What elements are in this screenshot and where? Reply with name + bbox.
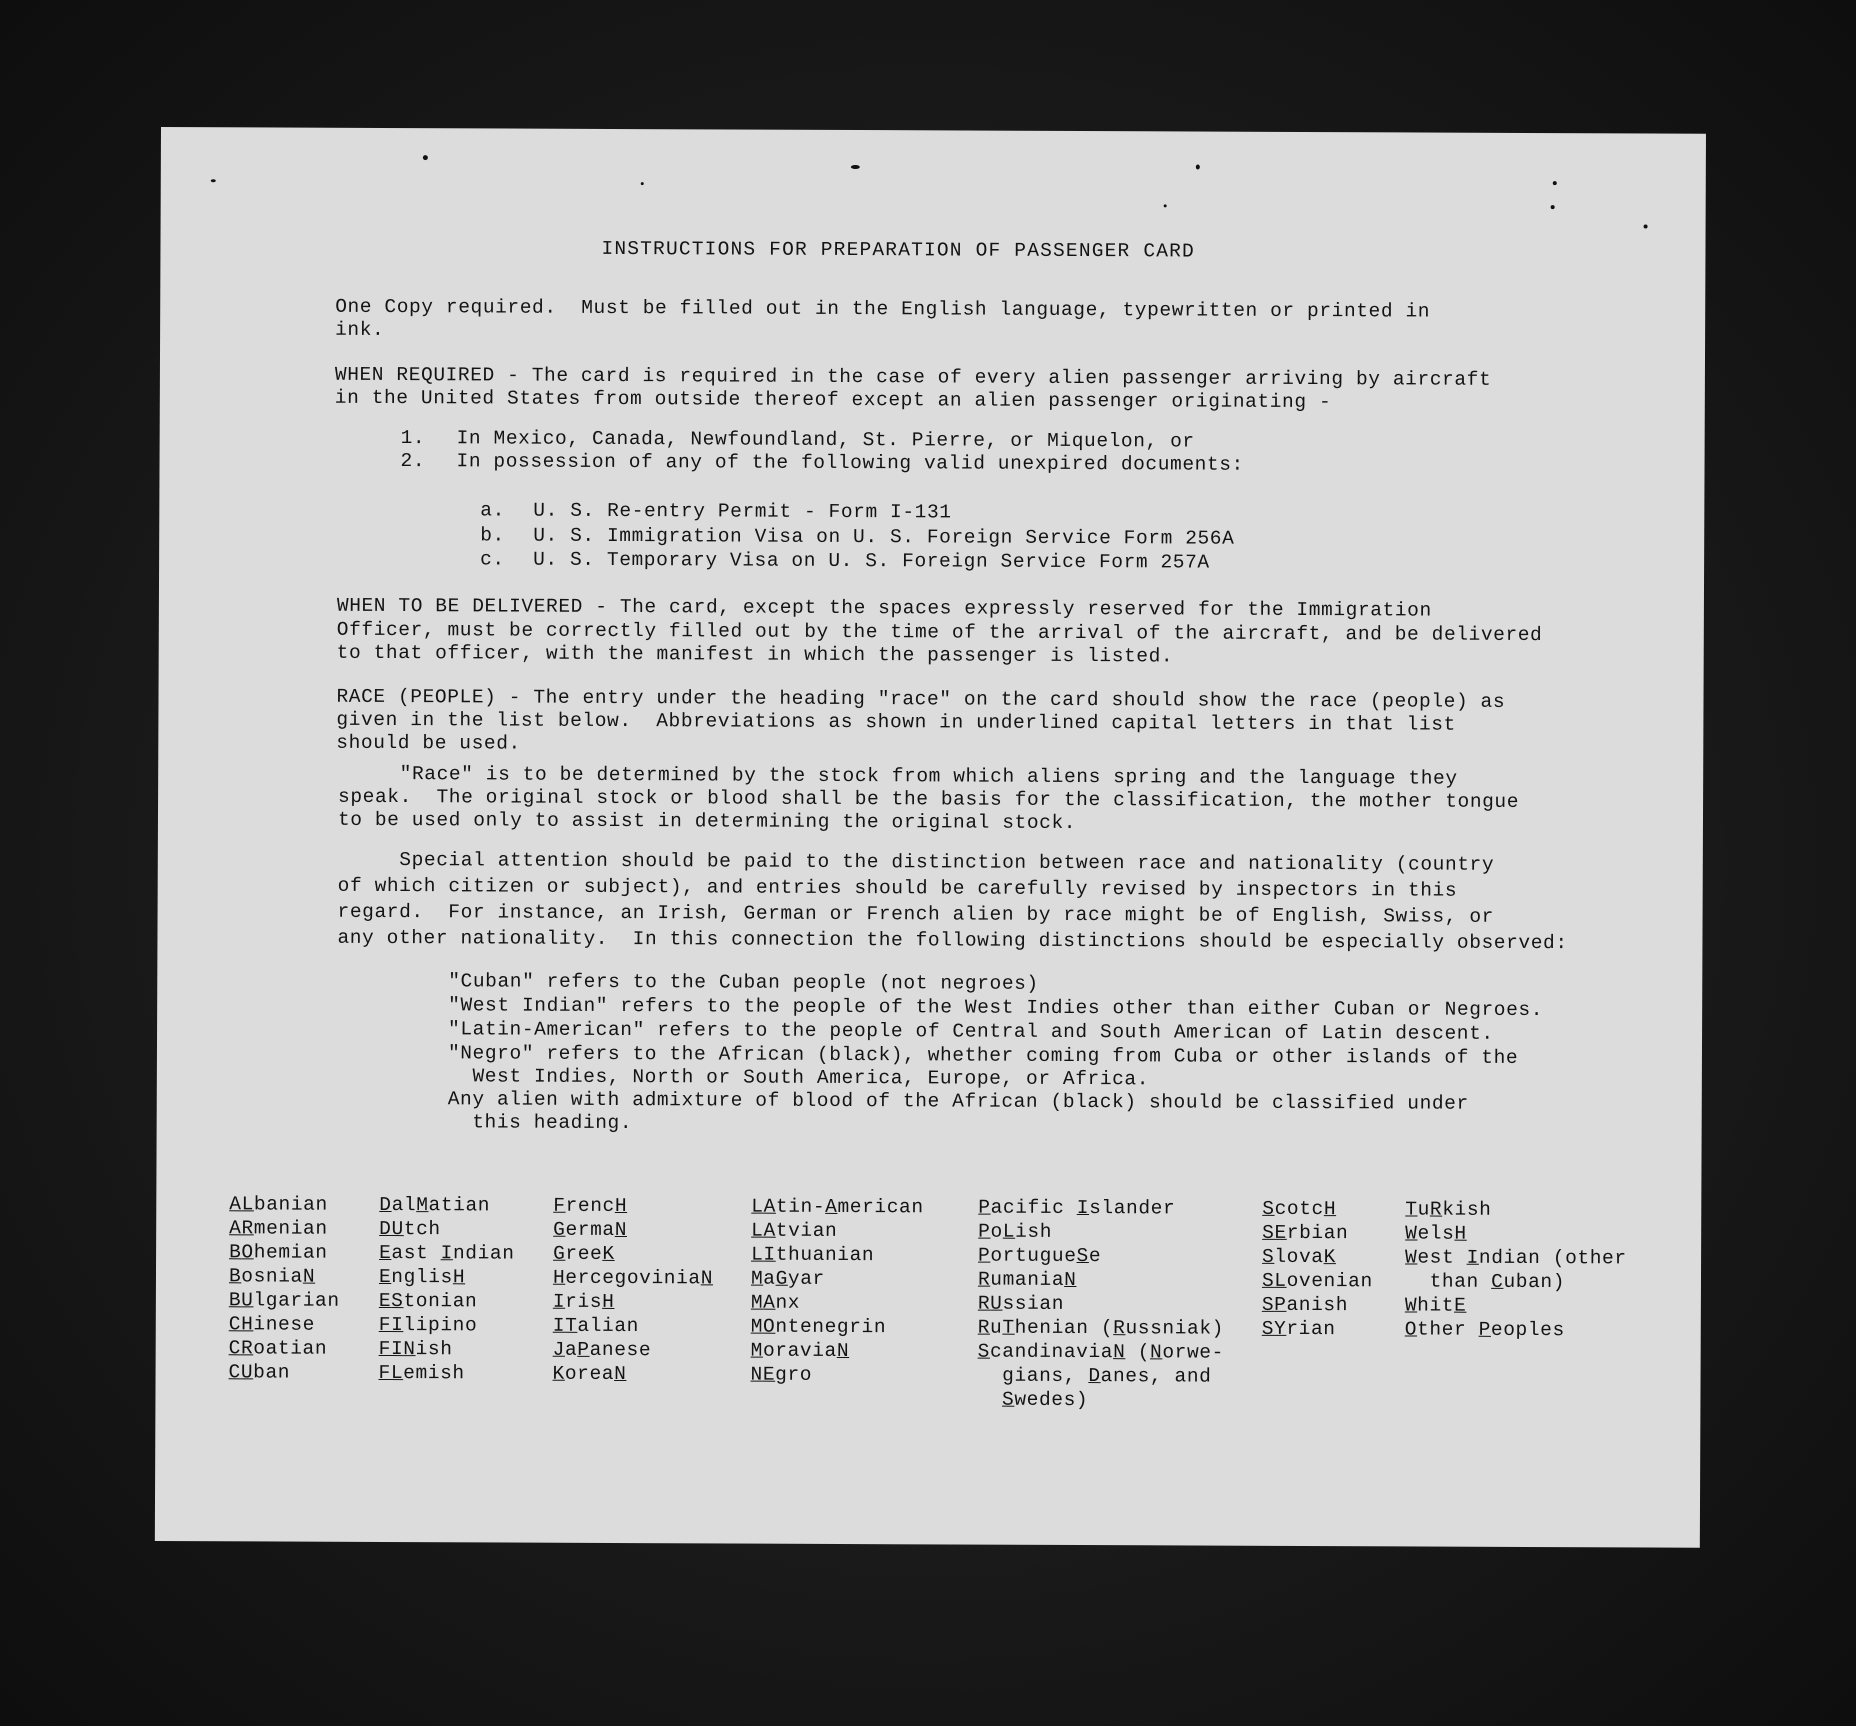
race-column bbox=[379, 1193, 515, 1386]
speck bbox=[1164, 204, 1167, 207]
race-list-item: EnglisH bbox=[378, 1265, 466, 1289]
numbered-text: In Mexico, Canada, Newfoundland, St. Pierre, or Miquelon, or bbox=[456, 427, 1195, 453]
race-list-item: RuThenian (Russniak) bbox=[977, 1316, 1225, 1340]
race-list-item: SlovaK bbox=[1262, 1245, 1337, 1269]
race-list-item: ScotcH bbox=[1262, 1197, 1337, 1221]
race-list-item: MOntenegrin bbox=[750, 1315, 887, 1339]
race-list-item: ARmenian bbox=[229, 1217, 328, 1240]
race-column bbox=[977, 1196, 1224, 1413]
race-list-item: FrencH bbox=[553, 1194, 628, 1218]
race-list-item: West Indian (other bbox=[1405, 1246, 1627, 1270]
race-list-item: FINish bbox=[378, 1337, 453, 1361]
race-list-item: Pacific Islander bbox=[978, 1196, 1176, 1220]
document-text: U. S. Immigration Visa on U. S. Foreign Service Form 256A bbox=[533, 524, 1235, 550]
race-list-item: RUssian bbox=[977, 1292, 1065, 1315]
speck bbox=[1553, 181, 1557, 185]
document-text: U. S. Temporary Visa on U. S. Foreign Service Form 257A bbox=[533, 548, 1210, 574]
attention-line: Special attention should be paid to the distinction between race and nationality (country bbox=[337, 848, 1495, 876]
numbered-text: In possession of any of the following valid unexpired documents: bbox=[456, 450, 1244, 476]
document-letter: a. bbox=[480, 499, 505, 522]
race-line: given in the list below. Abbreviations as shown in underlined capital letters in that list bbox=[336, 708, 1456, 736]
race-line: RACE (PEOPLE) - The entry under the heading "race" on the card should show the race (people) as bbox=[336, 685, 1506, 713]
distinction-line: West Indies, North or South America, Europe, or Africa. bbox=[447, 1065, 1150, 1091]
document-text: U. S. Re-entry Permit - Form I-131 bbox=[533, 499, 952, 524]
document-letter: b. bbox=[480, 524, 505, 547]
race-list-item: WhitE bbox=[1404, 1294, 1467, 1317]
document-letter: c. bbox=[480, 548, 505, 571]
race-list-item: LAtin-American bbox=[751, 1195, 924, 1219]
race-column bbox=[1262, 1197, 1373, 1341]
race-list-item: JaPanese bbox=[552, 1338, 652, 1362]
attention-line: regard. For instance, an Irish, German or French alien by race might be of English, Swiss, or bbox=[337, 900, 1495, 928]
race-list-item: CUban bbox=[228, 1361, 291, 1384]
race-list-item: KoreaN bbox=[552, 1362, 627, 1386]
race-list-item: BUlgarian bbox=[228, 1289, 340, 1312]
when-delivered-line: Officer, must be correctly filled out by the time of the arrival of the aircraft, and be delivered bbox=[336, 618, 1543, 647]
speck bbox=[423, 155, 428, 160]
race-def-line: "Race" is to be determined by the stock from which aliens spring and the language they bbox=[338, 762, 1458, 790]
attention-line: any other nationality. In this connection the following distinctions should be especially observed: bbox=[337, 926, 1568, 955]
race-list-item: East Indian bbox=[379, 1241, 515, 1265]
race-column bbox=[553, 1194, 714, 1387]
distinction-line: this heading. bbox=[447, 1111, 633, 1135]
race-list-item: IrisH bbox=[552, 1290, 615, 1313]
race-def-line: speak. The original stock or blood shall be the basis for the classification, the mother tongue bbox=[338, 785, 1520, 813]
race-list-item: HercegoviniaN bbox=[552, 1266, 714, 1290]
distinction-line: "Latin-American" refers to the people of Central and South American of Latin descent. bbox=[448, 1018, 1494, 1045]
race-list-item: SPanish bbox=[1261, 1293, 1349, 1317]
race-list-item: CHinese bbox=[228, 1313, 316, 1336]
race-list-item: gians, Danes, and bbox=[1002, 1364, 1212, 1388]
race-list-item: CRoatian bbox=[228, 1337, 328, 1360]
intro-line: One Copy required. Must be filled out in the English language, typewritten or printed in bbox=[335, 295, 1431, 323]
when-delivered-line: to that officer, with the manifest in which the passenger is listed. bbox=[336, 641, 1174, 668]
race-list-item: LAtvian bbox=[751, 1219, 838, 1242]
when-delivered-line: WHEN TO BE DELIVERED - The card, except the spaces expressly reserved for the Immigration bbox=[336, 594, 1432, 622]
distinction-line: "Cuban" refers to the Cuban people (not negroes) bbox=[448, 970, 1039, 995]
race-list-item: Other Peoples bbox=[1404, 1318, 1565, 1342]
race-list-item: BosniaN bbox=[228, 1265, 316, 1288]
race-list-item: WelsH bbox=[1405, 1222, 1467, 1245]
race-list-item: EStonian bbox=[378, 1289, 478, 1313]
when-required-line: in the United States from outside thereof except an alien passenger originating - bbox=[334, 386, 1332, 414]
numbered-num: 2. bbox=[400, 450, 426, 473]
when-required-line: WHEN REQUIRED - The card is required in the case of every alien passenger arriving by aircraft bbox=[334, 363, 1492, 391]
race-line: should be used. bbox=[336, 731, 521, 755]
race-list-item: SErbian bbox=[1262, 1221, 1349, 1245]
speck bbox=[211, 179, 216, 182]
document-page bbox=[155, 127, 1706, 1548]
race-list-item: MoraviaN bbox=[750, 1339, 850, 1363]
speck bbox=[1196, 165, 1200, 170]
race-list-item: Swedes) bbox=[1002, 1388, 1089, 1412]
race-list-item: FIlipino bbox=[378, 1313, 478, 1337]
race-list-item: PoLish bbox=[978, 1220, 1053, 1243]
race-list-item: DUtch bbox=[379, 1217, 441, 1241]
race-list-item: LIthuanian bbox=[751, 1243, 875, 1267]
race-list-item: SLovenian bbox=[1261, 1269, 1373, 1293]
race-list-item: GreeK bbox=[553, 1242, 615, 1265]
race-column bbox=[229, 1192, 341, 1384]
distinction-line: "West Indian" refers to the people of the West Indies other than either Cuban or Negroes. bbox=[448, 994, 1544, 1022]
attention-line: of which citizen or subject), and entries should be carefully revised by inspectors in this bbox=[337, 874, 1458, 902]
race-list-item: PortugueSe bbox=[978, 1244, 1102, 1268]
race-list-item: GermaN bbox=[553, 1218, 628, 1242]
race-list-item: than Cuban) bbox=[1429, 1270, 1566, 1294]
race-list-item: MAnx bbox=[750, 1291, 801, 1314]
distinction-line: "Negro" refers to the African (black), whether coming from Cuba or other islands of the bbox=[447, 1042, 1519, 1069]
speck bbox=[851, 165, 860, 169]
race-list-item: ALbanian bbox=[229, 1193, 328, 1216]
race-column bbox=[751, 1195, 924, 1388]
race-list-item: BOhemian bbox=[229, 1241, 328, 1264]
numbered-num: 1. bbox=[400, 427, 426, 450]
race-list-item: NEgro bbox=[750, 1363, 813, 1386]
race-list-item: ITalian bbox=[552, 1314, 640, 1338]
speck bbox=[1644, 224, 1648, 228]
race-list-item: TuRkish bbox=[1405, 1198, 1492, 1221]
page-title: INSTRUCTIONS FOR PREPARATION OF PASSENGER CARD bbox=[601, 237, 1196, 263]
speck bbox=[641, 182, 644, 185]
race-column bbox=[1405, 1197, 1627, 1342]
distinction-line: Any alien with admixture of blood of the African (black) should be classified under bbox=[447, 1088, 1469, 1115]
race-list-item: MaGyar bbox=[750, 1267, 825, 1290]
race-def-line: to be used only to assist in determining the original stock. bbox=[337, 808, 1077, 834]
race-list-item: FLemish bbox=[378, 1361, 465, 1385]
race-list-item: RumaniaN bbox=[977, 1268, 1077, 1292]
race-list-item: SYrian bbox=[1261, 1317, 1336, 1341]
speck bbox=[1551, 205, 1555, 209]
intro-line: ink. bbox=[335, 318, 385, 341]
race-list-item: DalMatian bbox=[379, 1193, 491, 1217]
race-list-item: ScandinaviaN (Norwe- bbox=[977, 1340, 1224, 1364]
